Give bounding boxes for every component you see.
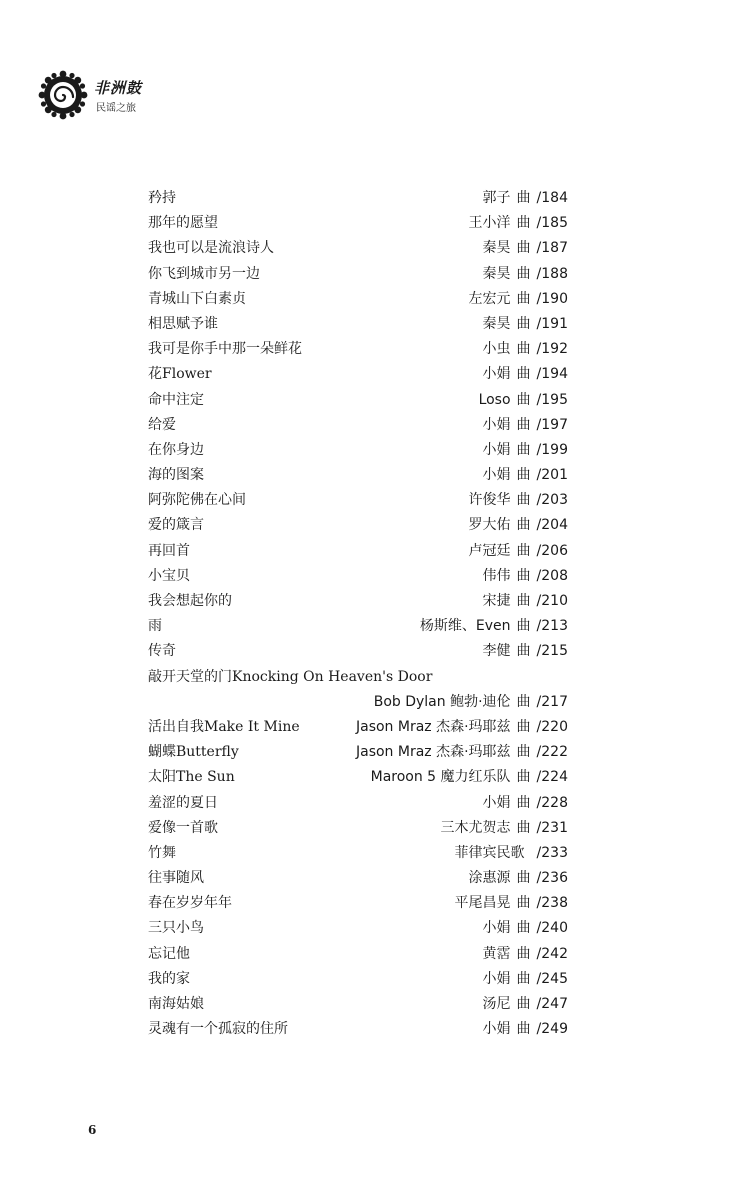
song-credit [441,816,568,841]
toc-entry [148,866,568,891]
composer: 汤尼 [482,996,511,1012]
song-credit [455,841,568,866]
composer: 伟伟 [482,567,511,584]
song-title: 再回首 [148,542,190,559]
composer: 小虫 [482,341,511,358]
composer-marker: 曲 [516,215,531,232]
song-credit [483,337,568,362]
composer: Jason Mraz 杰森·玛耶兹 [355,744,511,761]
composer: 李健 [482,643,511,660]
composer: 小娟 [482,366,511,383]
book-logo [38,70,178,126]
composer: 罗大佑 [468,517,511,534]
composer: 宋捷 [482,593,511,609]
song-title: 相思赋予谁 [148,315,218,332]
toc-entry [148,413,568,438]
song-title: 在你身边 [148,441,204,458]
composer: 许俊华 [468,492,511,509]
composer-marker: 曲 [516,492,531,509]
song-title: 南海姑娘 [148,996,204,1012]
composer-marker: 曲 [516,643,531,660]
composer: 小娟 [482,416,511,433]
composer-marker: 曲 [516,567,531,584]
page-ref: /191 [536,315,568,332]
song-credit [469,287,568,312]
page-ref: /213 [536,618,568,635]
toc-entry [148,690,568,715]
song-title: 爱像一首歌 [148,819,218,836]
composer-marker: 曲 [516,945,531,962]
toc-entry [148,791,568,816]
song-title: 敲开天堂的门Knocking On Heaven's Door [148,668,433,685]
composer-marker: 曲 [516,240,531,257]
toc-entry [148,916,568,941]
song-credit [483,791,568,816]
composer: 三木尤贺志 [440,819,511,836]
composer: Jason Mraz 杰森·玛耶兹 [355,718,511,735]
composer: 小娟 [482,441,511,458]
composer: 小娟 [482,794,511,811]
toc-entry [148,539,568,564]
song-title: 忘记他 [148,945,190,962]
page-ref: /228 [536,794,568,811]
song-title: 你飞到城市另一边 [148,265,260,282]
composer-marker: 曲 [516,920,531,937]
song-credit [479,388,568,413]
song-credit [483,438,568,463]
composer: 王小洋 [468,215,511,232]
song-credit [483,967,568,992]
composer: 杨斯维、Even [419,618,511,635]
song-title: 矜持 [148,190,176,206]
composer-marker: 曲 [516,895,531,912]
composer: 小娟 [482,1021,511,1038]
composer: 郭子 [482,190,511,206]
song-credit [483,992,568,1017]
song-title: 蝴蝶Butterfly [148,744,239,761]
song-credit [483,589,568,614]
composer-marker: 曲 [516,744,531,761]
composer: 秦昊 [482,315,511,332]
song-credit [469,211,568,236]
toc-entry [148,942,568,967]
song-credit [420,614,568,639]
page-ref: /185 [536,215,568,232]
page-ref: /188 [536,265,568,282]
composer-marker: 曲 [516,366,531,383]
toc-entry [148,589,568,614]
song-title: 小宝贝 [148,567,190,584]
song-title: 阿弥陀佛在心间 [148,492,246,509]
toc-entry [148,665,568,690]
song-credit [483,1017,568,1042]
page-ref: /187 [536,240,568,257]
composer-marker: 曲 [516,290,531,307]
page-ref: /204 [536,517,568,534]
logo-title: 非洲鼓 [94,79,143,97]
song-title: 我的家 [148,970,190,987]
composer: 秦昊 [482,265,511,282]
song-credit [356,715,568,740]
page-ref: /199 [536,441,568,458]
page-ref: /240 [536,920,568,937]
toc-entry [148,211,568,236]
toc-entry [148,388,568,413]
composer: Loso [478,391,511,408]
composer: 秦昊 [482,240,511,257]
toc-entry [148,992,568,1017]
composer-marker: 曲 [516,341,531,358]
page-ref: /215 [536,643,568,660]
song-credit [356,740,568,765]
composer: 左宏元 [468,290,511,307]
composer: Maroon 5 魔力红乐队 [370,769,511,786]
song-credit [483,942,568,967]
song-credit [371,765,568,790]
composer: Bob Dylan 鲍勃·迪伦 [373,693,511,710]
page-ref: /203 [536,492,568,509]
toc-entry [148,765,568,790]
song-title: 灵魂有一个孤寂的住所 [148,1021,288,1038]
toc-entry [148,438,568,463]
page-ref: /233 [536,844,568,861]
composer-marker: 曲 [516,391,531,408]
song-title: 三只小鸟 [148,920,204,937]
song-credit [483,463,568,488]
composer-marker: 曲 [516,996,531,1012]
song-title: 花Flower [148,366,212,383]
song-credit [483,639,568,664]
toc-entry [148,312,568,337]
toc-entry [148,463,568,488]
toc-entry [148,740,568,765]
swirl-sun-icon [38,70,88,120]
song-credit [483,564,568,589]
song-credit [455,891,568,916]
song-title: 爱的箴言 [148,517,204,534]
toc-entry [148,488,568,513]
toc-entry [148,715,568,740]
composer: 小娟 [482,970,511,987]
page-ref: /195 [536,391,568,408]
song-title: 活出自我Make It Mine [148,718,300,735]
composer-marker: 曲 [516,190,531,206]
composer-marker: 曲 [516,618,531,635]
page-ref: /197 [536,416,568,433]
toc-entry [148,186,568,211]
composer: 卢冠廷 [468,542,511,559]
song-title: 我会想起你的 [148,593,232,609]
toc-entry [148,639,568,664]
song-title: 我可是你手中那一朵鲜花 [148,341,302,358]
toc-entry [148,1017,568,1042]
composer: 小娟 [482,467,511,484]
toc-entry [148,816,568,841]
page-ref: /210 [536,593,568,609]
page-ref: /206 [536,542,568,559]
page-ref: /238 [536,895,568,912]
page-ref: /184 [536,190,568,206]
toc-entry [148,262,568,287]
composer: 黄霑 [482,945,511,962]
page-ref: /192 [536,341,568,358]
song-credit [469,513,568,538]
song-credit [469,539,568,564]
page-ref: /190 [536,290,568,307]
composer: 涂惠源 [468,870,511,887]
composer-marker: 曲 [516,467,531,484]
toc-entry [148,841,568,866]
song-title: 春在岁岁年年 [148,895,232,912]
song-credit [469,866,568,891]
table-of-contents [148,186,568,1042]
composer-marker: 曲 [516,1021,531,1038]
page-ref: /201 [536,467,568,484]
composer-marker: 曲 [516,819,531,836]
composer: 小娟 [482,920,511,937]
song-credit [483,186,568,211]
composer: 菲律宾民歌 [454,844,525,861]
song-title: 海的图案 [148,467,204,484]
page-number: 6 [88,1123,97,1137]
song-credit [483,362,568,387]
toc-entry [148,614,568,639]
logo-subtitle: 民谣之旅 [96,103,136,114]
composer-marker: 曲 [516,794,531,811]
song-title: 给爱 [148,416,176,433]
song-title: 太阳The Sun [148,769,235,786]
composer-marker: 曲 [516,517,531,534]
page-ref: /236 [536,870,568,887]
song-credit [483,413,568,438]
song-credit [483,236,568,261]
song-title: 竹舞 [148,844,176,861]
page-ref: /224 [536,769,568,786]
composer-marker: 曲 [516,315,531,332]
song-title: 传奇 [148,643,176,660]
toc-entry [148,967,568,992]
page-ref: /249 [536,1021,568,1038]
song-title: 我也可以是流浪诗人 [148,240,274,257]
page-ref: /217 [536,693,568,710]
page-ref: /194 [536,366,568,383]
song-credit [483,312,568,337]
page-ref: /222 [536,744,568,761]
song-title: 命中注定 [148,391,204,408]
composer-marker: 曲 [516,542,531,559]
page-ref: /208 [536,567,568,584]
composer-marker: 曲 [516,718,531,735]
song-credit [483,262,568,287]
composer: 平尾昌晃 [454,895,511,912]
song-credit [483,916,568,941]
toc-entry [148,236,568,261]
song-credit [556,665,568,690]
composer-marker: 曲 [516,769,531,786]
toc-entry [148,513,568,538]
song-credit [374,690,568,715]
page-ref: /231 [536,819,568,836]
composer-marker: 曲 [516,416,531,433]
page-ref: /242 [536,945,568,962]
song-title: 那年的愿望 [148,215,218,232]
composer-marker: 曲 [516,265,531,282]
composer-marker: 曲 [516,870,531,887]
song-title: 青城山下白素贞 [148,290,246,307]
song-title: 雨 [148,618,162,635]
song-credit [469,488,568,513]
page-ref: /245 [536,970,568,987]
toc-entry [148,287,568,312]
composer-marker: 曲 [516,693,531,710]
composer-marker: 曲 [516,970,531,987]
toc-entry [148,564,568,589]
song-title: 羞涩的夏日 [148,794,218,811]
page-ref: /247 [536,996,568,1012]
song-title: 往事随风 [148,870,204,887]
toc-entry [148,337,568,362]
composer-marker: 曲 [516,441,531,458]
composer-marker: 曲 [516,593,531,609]
page-ref: /220 [536,718,568,735]
toc-entry [148,891,568,916]
toc-entry [148,362,568,387]
